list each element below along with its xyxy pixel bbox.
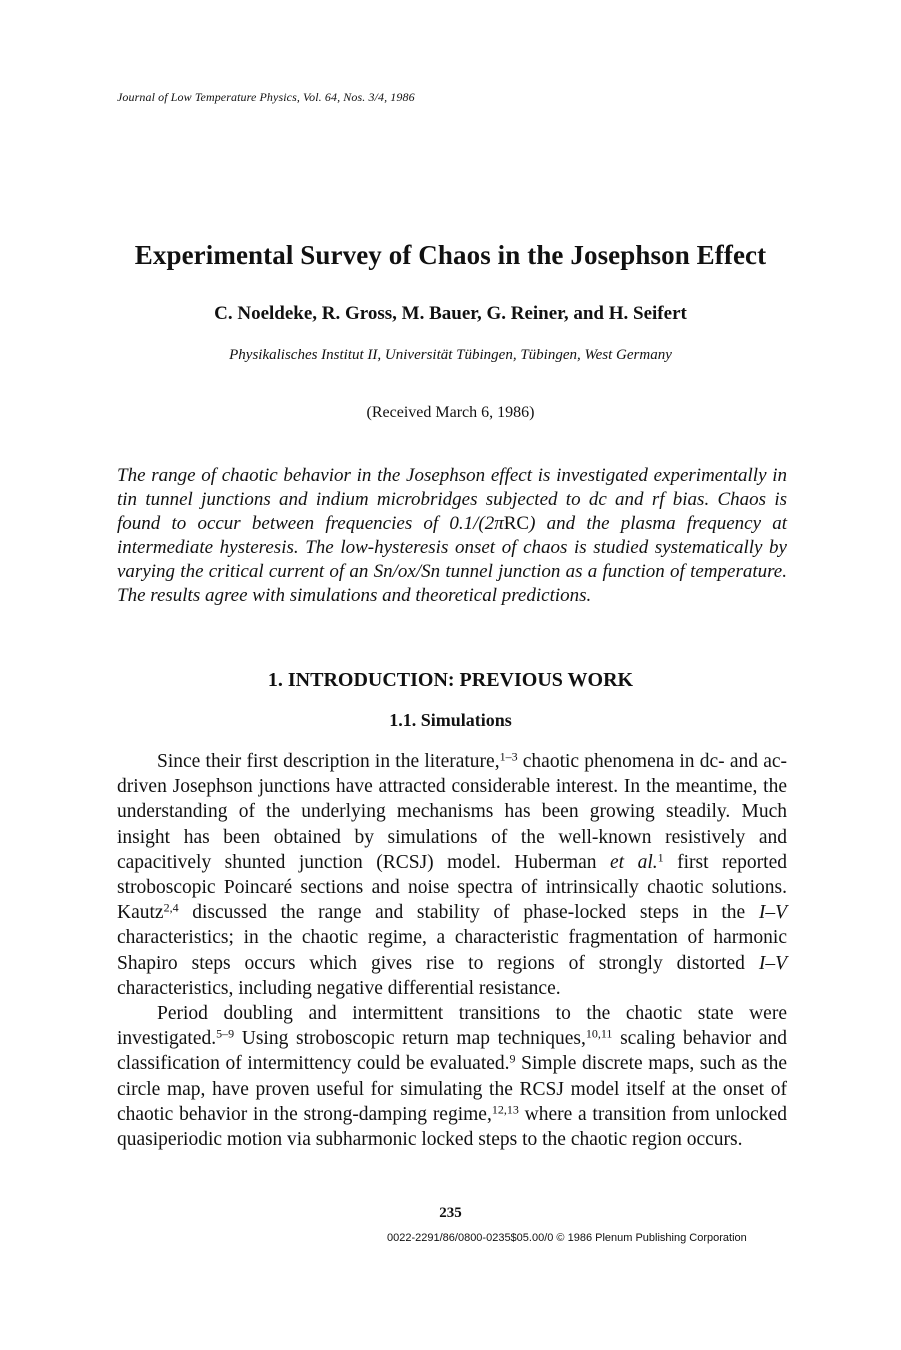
- p1-emphasis: et al.: [610, 851, 658, 873]
- page-number: 235: [439, 1205, 462, 1221]
- p1-text: Since their first description in the literature,: [157, 751, 500, 772]
- author-affiliation: Physikalisches Institut II, Universität Tübingen, Tübingen, West Germany: [229, 347, 672, 363]
- article-title: Experimental Survey of Chaos in the Josephson Effect: [134, 240, 767, 270]
- paragraph-1: [117, 749, 787, 1001]
- author-list: C. Noeldeke, R. Gross, M. Bauer, G. Reiner, and H. Seifert: [214, 303, 687, 324]
- p2-text: scaling behavior and classification of intermittency could be evaluated.: [117, 1028, 787, 1075]
- paragraph-2: [117, 1001, 787, 1152]
- p1-text: characteristics; in the chaotic regime, a characteristic fragmentation of harmonic Shapiro steps occurs which gives rise to regions of strongly distorted: [117, 927, 787, 974]
- p2-text: where a transition from unlocked quasiperiodic motion via subharmonic locked steps to the chaotic region occurs.: [117, 1103, 787, 1151]
- citation-ref: 9: [509, 1051, 516, 1066]
- p1-text: chaotic phenomena in dc- and ac-driven Josephson junctions have attracted considerable interest. In the meantime, the understanding of the underlying mechanisms has been growing steadily. Much insight has been obtained by simulations of the well-known resistively and capacitively shunted junction (RCSJ) model. Huberman: [117, 751, 787, 873]
- copyright-line: 0022-2291/86/0800-0235$05.00/0 © 1986 Plenum Publishing Corporation: [387, 1232, 747, 1244]
- iv-symbol: I–V: [758, 952, 787, 974]
- subsection-heading: 1.1. Simulations: [389, 710, 512, 730]
- p1-text: first reported stroboscopic Poincaré sections and noise spectra of intrinsically chaotic solutions. Kautz: [117, 851, 787, 924]
- p2-text: Period doubling and intermittent transitions to the chaotic state were investigated.: [117, 1003, 787, 1050]
- abstract-text-2: ) and the plasma frequency at intermediate hysteresis. The low-hysteresis onset of chaos is studied systematically by varying the critical current of an Sn/ox/Sn tunnel junction as a function of temperature. The results agree with simulations and theoretical predictions.: [117, 513, 787, 606]
- citation-ref: 1: [657, 850, 664, 865]
- section-heading: 1. INTRODUCTION: PREVIOUS WORK: [267, 669, 634, 691]
- received-date: (Received March 6, 1986): [366, 404, 535, 421]
- journal-citation: Journal of Low Temperature Physics, Vol. 64, Nos. 3/4, 1986: [117, 90, 415, 104]
- citation-ref: 10,11: [585, 1026, 613, 1041]
- p1-text: characteristics, including negative differential resistance.: [117, 977, 561, 999]
- citation-ref: 2,4: [163, 900, 179, 915]
- citation-ref: 5–9: [216, 1026, 235, 1041]
- abstract-text-1: The range of chaotic behavior in the Josephson effect is investigated experimentally in tin tunnel junctions and indium microbridges subjected to dc and rf bias. Chaos is found to occur between frequencies of 0.1/(2π: [117, 465, 787, 534]
- body-text: [117, 749, 787, 1152]
- p2-text: Using stroboscopic return map techniques,: [234, 1028, 586, 1050]
- iv-symbol: I–V: [758, 902, 787, 924]
- abstract-rc: RC: [503, 513, 530, 534]
- citation-ref: 1–3: [499, 749, 518, 764]
- p1-text: discussed the range and stability of phase-locked steps in the: [178, 902, 759, 924]
- abstract: [117, 464, 787, 608]
- citation-ref: 12,13: [491, 1102, 519, 1117]
- p2-text: Simple discrete maps, such as the circle map, have proven useful for simulating the RCSJ model itself at the onset of chaotic behavior in the strong-damping regime,: [117, 1053, 787, 1125]
